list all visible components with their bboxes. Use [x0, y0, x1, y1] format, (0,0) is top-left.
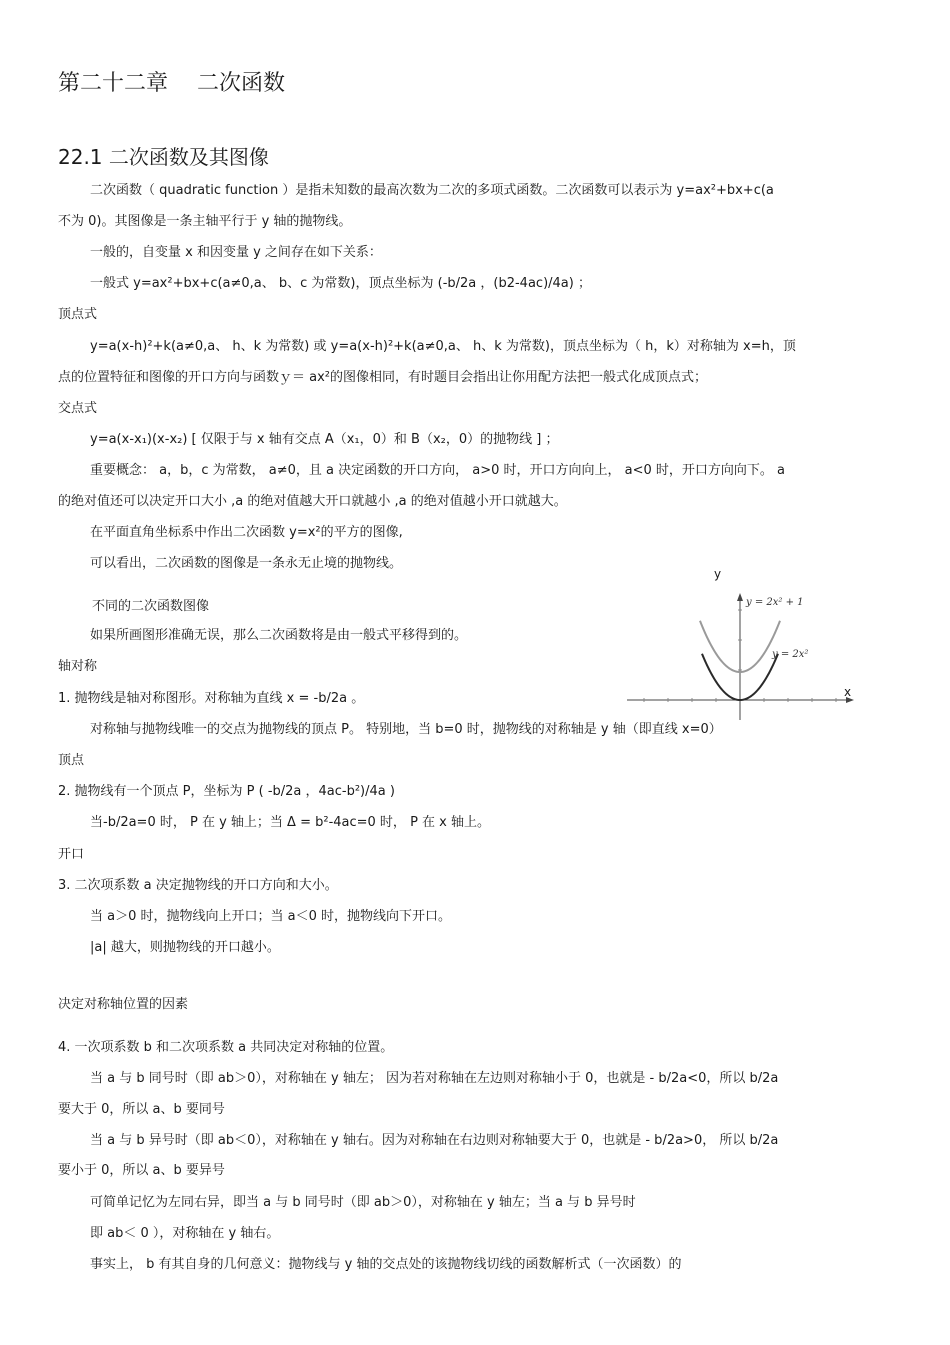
text-line: 当 a 与 b 同号时（即 ab＞0），对称轴在 y 轴左； 因为若对称轴在左边则对称轴小于 0，也就是 - b/2a<0，所以 b/2a — [90, 1071, 779, 1086]
text-line: 顶点式 — [58, 307, 98, 322]
text-line: 不同的二次函数图像 — [92, 599, 210, 614]
text-line: 可以看出，二次函数的图像是一条永无止境的抛物线。 — [90, 556, 403, 571]
text-line: 3. 二次项系数 a 决定抛物线的开口方向和大小。 — [58, 878, 338, 893]
text-line: 1. 抛物线是轴对称图形。对称轴为直线 x = -b/2a 。 — [58, 691, 365, 706]
text-line: 要大于 0，所以 a、b 要同号 — [58, 1102, 225, 1117]
text-line: 在平面直角坐标系中作出二次函数 y=x²的平方的图像, — [90, 525, 403, 540]
text-line: 如果所画图形准确无误，那么二次函数将是由一般式平移得到的。 — [90, 628, 468, 643]
text-line: 点的位置特征和图像的开口方向与函数ｙ＝ ax²的图像相同，有时题目会指出让你用配方法把一般式化成顶点式； — [58, 370, 708, 385]
x-axis-label: x — [844, 685, 852, 699]
chapter-title: 第二十二章 二次函数 — [58, 71, 285, 96]
text-line: 可简单记忆为左同右异，即当 a 与 b 同号时（即 ab＞0），对称轴在 y 轴左；当 a 与 b 异号时 — [90, 1195, 636, 1210]
text-line: 决定对称轴位置的因素 — [58, 997, 189, 1012]
curve1-label: y = 2x² + 1 — [746, 597, 804, 608]
text-line: 事实上， b 有其自身的几何意义：抛物线与 y 轴的交点处的该抛物线切线的函数解析式（一次函数）的 — [90, 1257, 682, 1272]
text-line: 即 ab＜ 0 ），对称轴在 y 轴右。 — [90, 1226, 280, 1241]
text-line: 轴对称 — [58, 659, 98, 674]
text-line: y=a(x-h)²+k(a≠0,a、 h、k 为常数) 或 y=a(x-h)²+k(a≠0,a、 h、k 为常数)，顶点坐标为（ h，k）对称轴为 x=h，顶 — [90, 339, 796, 354]
text-line: y=a(x-x₁)(x-x₂) [ 仅限于与 x 轴有交点 A（x₁，0）和 B（x₂，0）的抛物线 ] ； — [90, 432, 559, 447]
text-line: 对称轴与抛物线唯一的交点为抛物线的顶点 P。 特别地，当 b=0 时，抛物线的对称轴是 y 轴（即直线 x=0） — [90, 722, 722, 737]
text-line: |a| 越大，则抛物线的开口越小。 — [90, 940, 280, 955]
text-line: 的绝对值还可以决定开口大小 ,a 的绝对值越大开口就越小 ,a 的绝对值越小开口就越大。 — [58, 494, 567, 509]
text-line: 一般式 y=ax²+bx+c(a≠0,a、 b、c 为常数)，顶点坐标为 (-b/2a ，(b2-4ac)/4a) ； — [90, 276, 591, 291]
parabola-graph — [622, 565, 862, 725]
text-line: 2. 抛物线有一个顶点 P，坐标为 P ( -b/2a ，4ac-b²)/4a ) — [58, 784, 395, 799]
text-line: 交点式 — [58, 401, 98, 416]
curve2-label: y = 2x² — [772, 649, 809, 660]
y-axis-label: y — [714, 567, 722, 581]
y-axis-arrow — [737, 593, 743, 601]
text-line: 4. 一次项系数 b 和二次项系数 a 共同决定对称轴的位置。 — [58, 1040, 394, 1055]
text-line: 当 a 与 b 异号时（即 ab＜0），对称轴在 y 轴右。因为对称轴在右边则对称轴要大于 0，也就是 - b/2a>0， 所以 b/2a — [90, 1133, 779, 1148]
text-line: 当 a＞0 时，抛物线向上开口；当 a＜0 时，抛物线向下开口。 — [90, 909, 452, 924]
text-line: 不为 0)。其图像是一条主轴平行于 y 轴的抛物线。 — [58, 214, 352, 229]
text-line: 重要概念： a，b，c 为常数， a≠0，且 a 决定函数的开口方向， a>0 时，开口方向向上， a<0 时，开口方向向下。 a — [90, 463, 786, 478]
parabola-figure — [622, 565, 862, 725]
section-title: 22.1 二次函数及其图像 — [58, 145, 269, 169]
text-line: 二次函数（ quadratic function ）是指未知数的最高次数为二次的多项式函数。二次函数可以表示为 y=ax²+bx+c(a — [90, 183, 774, 198]
text-line: 开口 — [58, 847, 85, 862]
text-line: 当-b/2a=0 时， P 在 y 轴上；当 Δ = b²-4ac=0 时， P 在 x 轴上。 — [90, 815, 490, 830]
text-line: 顶点 — [58, 753, 85, 768]
text-line: 一般的，自变量 x 和因变量 y 之间存在如下关系： — [90, 245, 382, 260]
text-line: 要小于 0，所以 a、b 要异号 — [58, 1163, 225, 1178]
